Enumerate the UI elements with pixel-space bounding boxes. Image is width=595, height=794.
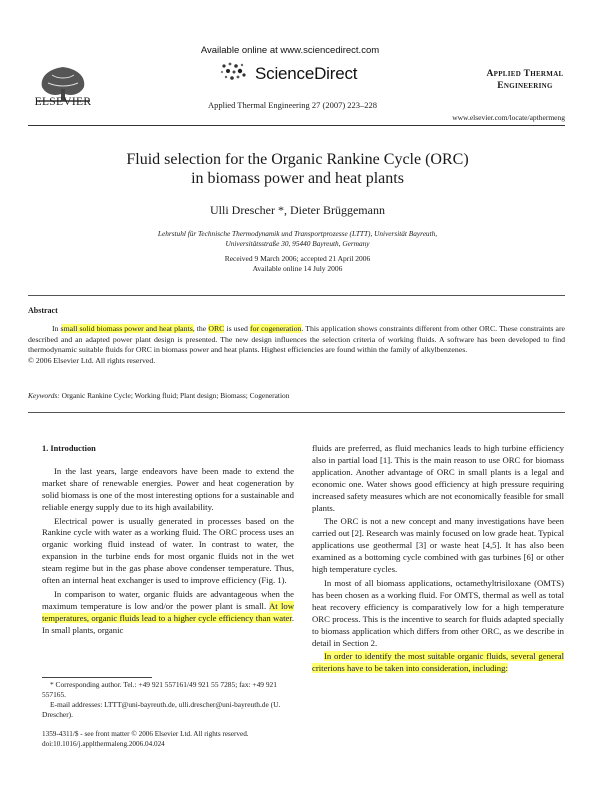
footnote-divider <box>42 677 152 678</box>
abstract-heading: Abstract <box>28 306 58 315</box>
paper-title-line: Fluid selection for the Organic Rankine Cycle (ORC) <box>126 151 469 168</box>
highlighted-text: At low temperatures, organic fluids lead to a higher cycle efficiency than water <box>42 600 295 623</box>
body-paragraph: The ORC is not a new concept and many investigations have been carried out [2]. Research was mainly focused on low grade heat. Typical applications use geothermal [3] or waste heat [4,5]. It has also been examined as a bottoming cycle combined with gas turbines [6] or other high temperature cycles. <box>312 516 564 575</box>
author-list: Ulli Drescher *, Dieter Brüggemann <box>210 203 385 217</box>
highlighted-text: ORC <box>208 324 225 333</box>
body-paragraph <box>312 651 564 675</box>
abstract-text <box>28 324 565 366</box>
body-paragraph: In the last years, large endeavors have been made to extend the market share of renewable energies. Power and heat cogeneration by solid biomass is one of the most interesting options for a sustainable and reliable energy supply due to its high availability. <box>42 465 294 512</box>
affiliation-line: Universitätsstraße 30, 95440 Bayreuth, Germany <box>225 239 370 248</box>
publication-dates <box>60 254 535 274</box>
body-paragraph: In most of all biomass applications, octamethyltrisiloxane (OMTS) has been chosen as a working fluid. For OMTS, thermal as well as total heat recovery efficiency is comparatively low for a high temperature ORC process. This is the incentive to search for fluids adapted specially to biomass application which differs from other ORC, as we describe in detail in Section 2. <box>312 577 564 648</box>
affiliation-line: Lehrstuhl für Technische Thermodynamik und Transportprozesse (LTTT), Universität Bayreuth, <box>157 229 438 238</box>
header-divider <box>28 125 565 126</box>
email-addresses[interactable]: E-mail addresses: LTTT@uni-bayreuth.de, ulli.drescher@uni-bayreuth.de (U. Drescher). <box>42 700 281 719</box>
keywords-label: Keywords: <box>28 391 60 400</box>
abstract-copyright: © 2006 Elsevier Ltd. All rights reserved. <box>28 355 156 365</box>
available-online-text: Available online at www.sciencedirect.com <box>200 45 380 56</box>
front-matter-info <box>42 729 302 749</box>
abstract-span: , the <box>192 324 209 333</box>
highlighted-text: for cogeneration <box>249 324 302 333</box>
affiliation <box>60 229 535 249</box>
abstract-span: . This application shows constraints different from other ORC. These constraints are described and an adapted power plant design is presented. The new design influences the selection criteria of working fluids. A software has been developed to find thermodynamic suitable fluids for ORC in biomass power and heat plants. Highest efficiencies are found within the family of alkylbenzenes. <box>28 324 566 355</box>
issn-line: 1359-4311/$ - see front matter © 2006 Elsevier Ltd. All rights reserved. <box>42 730 249 738</box>
sciencedirect-brand: ScienceDirect <box>255 64 358 83</box>
section-heading: 1. Introduction <box>42 444 96 453</box>
highlighted-text: In order to identify the most suitable organic fluids, several general criterions have to be taken into consideration, including: <box>312 651 564 674</box>
journal-url[interactable]: www.elsevier.com/locate/apthermeng <box>452 113 565 122</box>
paper-title <box>60 150 535 188</box>
paper-title-line: in biomass power and heat plants <box>191 170 404 187</box>
abstract-span: is used <box>224 324 250 333</box>
highlighted-text: small solid biomass power and heat plants <box>60 324 193 333</box>
available-date: Available online 14 July 2006 <box>252 264 343 273</box>
body-paragraph: fluids are preferred, as fluid mechanics leads to high turbine efficiency also in partial load [1]. This is the main reason to use ORC for biomass application. Another advantage of ORC in small plants is a legal and economic one. Water shows good efficiency at high pressure requiring increased safety measures which are not economically feasible for small plants. <box>312 443 564 513</box>
abstract-bottom-divider <box>28 412 565 413</box>
footnote <box>42 680 294 720</box>
body-span: . In small plants, organic <box>42 612 294 635</box>
journal-title-line: Applied Thermal <box>486 69 564 79</box>
body-span: In comparison to water, organic fluids are advantageous when the maximum temperature is low and/or the power plant is small. <box>42 588 294 611</box>
abstract-top-divider <box>28 295 565 296</box>
keywords-list: Organic Rankine Cycle; Working fluid; Plant design; Biomass; Cogeneration <box>61 391 290 400</box>
abstract-span: In <box>52 324 61 333</box>
sciencedirect-dots-icon <box>218 60 258 84</box>
doi-line[interactable]: doi:10.1016/j.applthermaleng.2006.04.024 <box>42 740 165 748</box>
journal-title-line: Engineering <box>497 81 553 91</box>
journal-reference: Applied Thermal Engineering 27 (2007) 223–228 <box>207 100 378 110</box>
keywords <box>28 391 565 400</box>
body-paragraph: Electrical power is usually generated in processes based on the Rankine cycle with water as a working fluid. The ORC process uses an organic working fluid instead of water. In contrast to water, the expansion in the turbine ends for most organic fluids not in the wet steam regime but in the gas phase above condenser temperature. Thus, often an internal heat exchanger is used to improve efficiency (Fig. 1). <box>42 515 294 586</box>
corresponding-author-note: * Corresponding author. Tel.: +49 921 557161/49 921 55 7285; fax: +49 921 557165. <box>42 680 277 699</box>
right-column <box>312 443 564 677</box>
body-paragraph <box>42 589 294 637</box>
left-column <box>42 443 294 639</box>
received-date: Received 9 March 2006; accepted 21 April 2006 <box>224 254 371 263</box>
publisher-name: ELSEVIER <box>34 96 92 108</box>
abstract-paragraph <box>28 324 565 356</box>
journal-title <box>470 68 580 92</box>
